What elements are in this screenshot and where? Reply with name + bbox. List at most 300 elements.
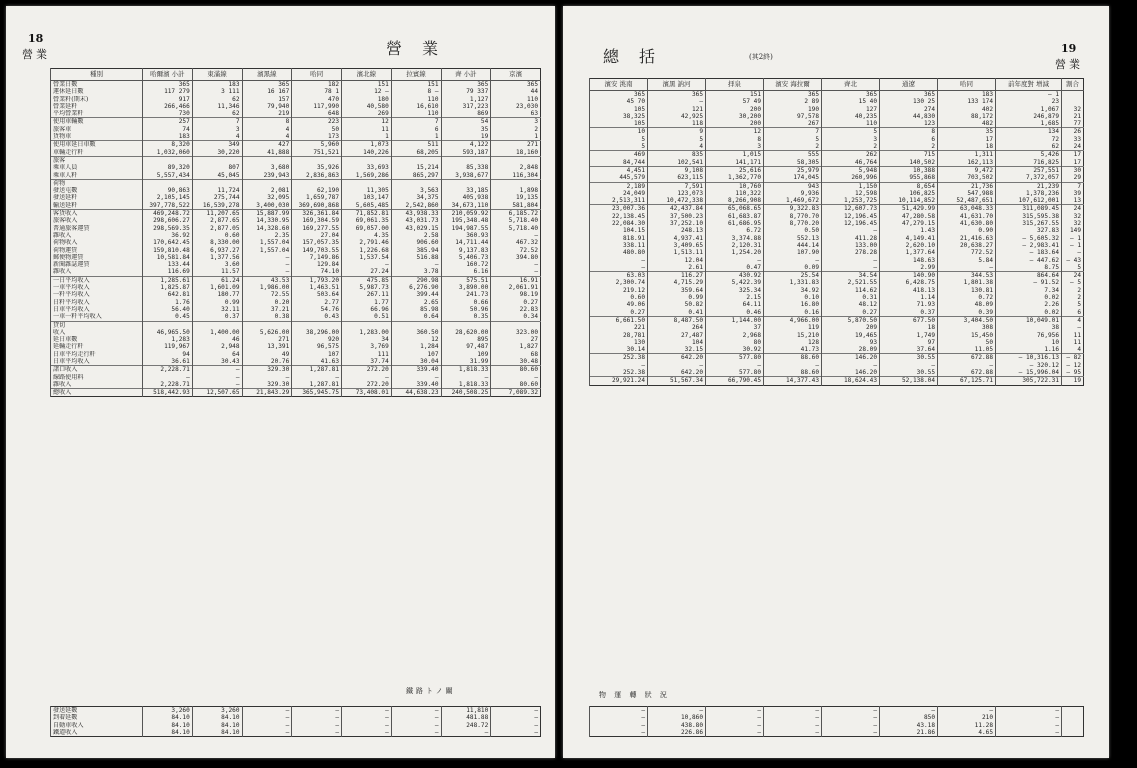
table-cell: 1,377.56 (192, 254, 242, 261)
table-cell: 2,228.71 (143, 381, 193, 389)
table-row (51, 96, 541, 103)
table-cell: 0.90 (938, 227, 996, 234)
table-cell: 1,569,286 (342, 172, 392, 180)
table-cell: 2,189 (590, 183, 648, 190)
table-cell: 50 (292, 126, 342, 133)
table-cell: 7 (391, 118, 441, 126)
table-cell: 730 (143, 110, 193, 118)
table-cell: 68 (491, 351, 541, 358)
table-cell: 30.14 (590, 346, 648, 354)
table-cell: 46,764 (822, 159, 880, 167)
table-row (51, 187, 541, 194)
table-cell: 3,260 (192, 707, 242, 715)
table-row (590, 151, 1084, 159)
table-cell: — 91.52 (996, 279, 1062, 286)
table-row (51, 110, 541, 118)
table-cell: 2,948 (192, 343, 242, 350)
table-cell: 37.74 (342, 358, 392, 366)
table-cell: 0.37 (880, 309, 938, 317)
row-label: 乘車人員 (51, 164, 143, 171)
table-cell: — 15,996.04 (996, 369, 1062, 377)
table-cell: 14,711.44 (441, 239, 491, 246)
row-label: 雜收入 (51, 381, 143, 389)
table-cell: 2.15 (706, 294, 764, 301)
bottom-table (589, 706, 1084, 737)
table-cell: 4 (1062, 317, 1084, 324)
table-cell: 11,724 (192, 187, 242, 194)
table-cell: — 320.12 (996, 362, 1062, 369)
table-cell: 269 (342, 110, 392, 118)
table-cell: — (491, 374, 541, 381)
row-label: 日車平均走行粁 (51, 351, 143, 358)
table-cell: 18,160 (491, 149, 541, 157)
table-cell: 64.11 (706, 301, 764, 308)
table-row (590, 301, 1084, 308)
table-cell: 149 (1062, 227, 1084, 234)
table-cell: 5 (590, 143, 648, 151)
table-cell: 2.77 (292, 299, 342, 306)
table-cell: 41,630.80 (938, 220, 996, 227)
table-cell: 88.60 (764, 354, 822, 362)
table-cell: 0.34 (491, 313, 541, 321)
table-cell: 1,150 (822, 183, 880, 190)
table-cell: 14,377.43 (764, 377, 822, 385)
table-cell: 84,744 (590, 159, 648, 167)
table-cell: 1,685 (996, 120, 1062, 128)
table-cell (1062, 729, 1084, 737)
table-cell: 7 (1062, 183, 1084, 190)
table-row (590, 242, 1084, 249)
table-cell: 41,888 (242, 149, 292, 157)
table-cell: 1,073 (342, 141, 392, 149)
table-cell: 2.35 (242, 232, 292, 239)
column-header: 拝泉 (706, 79, 764, 91)
table-cell: 365 (441, 81, 491, 89)
table-cell: 88.60 (764, 369, 822, 377)
table-row (590, 279, 1084, 286)
table-row (51, 210, 541, 218)
table-cell: 8,266,908 (706, 197, 764, 205)
table-cell: 1.43 (880, 227, 938, 234)
table-cell (491, 156, 541, 164)
table-cell: 116,304 (491, 172, 541, 180)
row-label: 使用車輛數 (51, 118, 143, 126)
table-cell: 20.76 (242, 358, 292, 366)
table-row (590, 128, 1084, 136)
table-cell: 5 (648, 136, 706, 143)
table-cell: 13,391 (242, 343, 292, 350)
table-cell: 26 (1062, 128, 1084, 136)
table-cell: 169,304.59 (292, 217, 342, 224)
table-cell: 1,818.33 (441, 366, 491, 374)
table-row (590, 197, 1084, 205)
table-cell: 2,081 (242, 187, 292, 194)
table-cell: 5,557,434 (143, 172, 193, 180)
table-cell: 182 (292, 81, 342, 89)
table-cell: 430.92 (706, 272, 764, 280)
table-cell: 84.10 (192, 714, 242, 721)
table-cell: 1,986.00 (242, 284, 292, 291)
table-cell: 21,736 (938, 183, 996, 190)
table-cell: 37.21 (242, 306, 292, 313)
table-cell: 275,744 (192, 194, 242, 201)
table-cell: 1,283 (143, 336, 193, 343)
table-cell: 38,325 (590, 113, 648, 120)
table-cell: — 1 (996, 91, 1062, 99)
table-cell: 2,120.31 (706, 242, 764, 249)
table-cell: — (342, 707, 392, 715)
table-cell: 6,661.50 (590, 317, 648, 324)
table-cell: 117,990 (292, 103, 342, 110)
table-cell: 5,605,485 (342, 202, 392, 210)
table-cell: 13 (1062, 197, 1084, 205)
table-row (590, 159, 1084, 167)
table-cell: 73,408.01 (342, 389, 392, 397)
table-cell: 1,144.00 (706, 317, 764, 324)
row-label: 荷物運賃 (51, 247, 143, 254)
table-cell: 209 (822, 324, 880, 331)
table-cell: 116.69 (143, 268, 193, 276)
table-cell: 221 (590, 324, 648, 331)
table-cell: — (292, 722, 342, 729)
table-cell: 107 (292, 351, 342, 358)
table-cell: 128 (764, 339, 822, 346)
table-cell: 2,300.74 (590, 279, 648, 286)
table-cell: 36.61 (143, 358, 193, 366)
table-cell: 239,943 (242, 172, 292, 180)
table-cell: 29 (1062, 174, 1084, 182)
table-cell: 12,607.73 (822, 205, 880, 213)
table-cell: 917 (143, 96, 193, 103)
table-cell: 10,049.01 (996, 317, 1062, 324)
table-cell: — 5 (1062, 279, 1084, 286)
table-cell: 11,810 (441, 707, 491, 715)
table-cell: 267.11 (342, 291, 392, 298)
table-cell: 1,463.51 (292, 284, 342, 291)
table-cell: — (938, 707, 996, 715)
table-cell: 219.12 (590, 287, 648, 294)
table-cell: 0.16 (764, 309, 822, 317)
table-row (590, 317, 1084, 324)
table-cell: 10,760 (706, 183, 764, 190)
table-cell: 642.20 (648, 354, 706, 362)
table-cell: 8,654 (880, 183, 938, 190)
table-cell: 93 (822, 339, 880, 346)
table-cell: — (292, 729, 342, 737)
table-cell: — (242, 714, 292, 721)
table-cell: 173 (292, 133, 342, 141)
table-cell: 311,089.45 (996, 205, 1062, 213)
table-cell: 2 (1062, 287, 1084, 294)
table-cell: 4,937.41 (648, 235, 706, 242)
table-cell: 56.40 (143, 306, 193, 313)
table-cell: 266,466 (143, 103, 193, 110)
row-label: 使用車延日車數 (51, 141, 143, 149)
table-cell: — (590, 362, 648, 369)
table-cell: 180 (342, 96, 392, 103)
page-subtitle: (其2終) (749, 53, 773, 61)
table-cell: 252.38 (590, 354, 648, 362)
table-cell: 365 (764, 91, 822, 99)
table-row (51, 313, 541, 321)
row-label: 發送屯數 (51, 187, 143, 194)
table-cell: 18 (880, 324, 938, 331)
table-cell: 30.04 (391, 358, 441, 366)
table-cell: — (706, 714, 764, 721)
table-cell: 117 279 (143, 88, 193, 95)
table-cell: 751,521 (292, 149, 342, 157)
table-cell: 22.83 (491, 306, 541, 313)
table-cell: 1,400.00 (192, 329, 242, 336)
table-cell: 444.14 (764, 242, 822, 249)
table-cell: 5,948 (822, 167, 880, 174)
table-cell: 869 (441, 110, 491, 118)
table-cell: 141,171 (706, 159, 764, 167)
table-row (590, 287, 1084, 294)
table-cell: 27.24 (342, 268, 392, 276)
table-cell: 1,557.04 (242, 247, 292, 254)
table-row (590, 346, 1084, 354)
table-cell: 1,801.38 (938, 279, 996, 286)
table-cell: 246,879 (996, 113, 1062, 120)
table-cell: 0.02 (996, 309, 1062, 317)
table-cell: 65,068.65 (706, 205, 764, 213)
table-cell (192, 179, 242, 187)
table-row (590, 324, 1084, 331)
table-cell: 3,404.50 (938, 317, 996, 324)
table-cell: 40,580 (342, 103, 392, 110)
table-cell: 4,451 (590, 167, 648, 174)
table-cell: 1,253,725 (822, 197, 880, 205)
table-cell: 1,827 (491, 343, 541, 350)
table-cell: 22,138.45 (590, 213, 648, 220)
table-cell: 84.10 (143, 722, 193, 729)
table-cell: 21 (1062, 113, 1084, 120)
table-cell: 6,428.75 (880, 279, 938, 286)
table-cell: 3.78 (391, 268, 441, 276)
table-cell: 121 (648, 106, 706, 113)
row-label: 日車平均收入 (51, 358, 143, 366)
table-cell: 133 174 (938, 98, 996, 105)
row-label: 一日平均收入 (51, 276, 143, 284)
row-label: 乘車人粁 (51, 172, 143, 180)
table-cell: — (192, 381, 242, 389)
table-row (590, 339, 1084, 346)
table-cell: 6,185.72 (491, 210, 541, 218)
table-cell: 41,631.70 (938, 213, 996, 220)
table-row (51, 329, 541, 336)
table-cell: 27 (491, 336, 541, 343)
table-cell: 1,362,770 (706, 174, 764, 182)
table-row (51, 729, 541, 737)
table-cell: — (996, 729, 1062, 737)
table-cell: 200 (706, 120, 764, 128)
table-cell: 123,073 (648, 190, 706, 197)
table-row (590, 183, 1084, 190)
table-cell (342, 179, 392, 187)
table-row (51, 291, 541, 298)
table-cell: 11,305 (342, 187, 392, 194)
table-cell: 850 (880, 714, 938, 721)
table-cell: 157 (242, 96, 292, 103)
table-cell: — (242, 268, 292, 276)
table-cell: 52,487,651 (938, 197, 996, 205)
table-cell: 262 (822, 151, 880, 159)
table-cell: 703,502 (938, 174, 996, 182)
table-cell: — (590, 707, 648, 715)
table-cell: 2,228.71 (143, 366, 193, 374)
table-cell: 94 (143, 351, 193, 358)
table-cell: 31.99 (441, 358, 491, 366)
table-cell: 7 (192, 118, 242, 126)
table-cell: — (764, 729, 822, 737)
row-label: 到着延數 (51, 714, 143, 721)
table-row (51, 321, 541, 329)
table-cell: 50.82 (648, 301, 706, 308)
table-cell: — (764, 722, 822, 729)
table-cell: 323.00 (491, 329, 541, 336)
table-cell: 74 (143, 126, 193, 133)
row-label: 運休延日數 (51, 88, 143, 95)
table-cell: 169,277.55 (292, 225, 342, 232)
table-cell: 0.43 (292, 313, 342, 321)
table-cell: 3,769 (342, 343, 392, 350)
table-cell: 648 (292, 110, 342, 118)
footer-note: 物 運 轉 狀 況 (599, 691, 670, 699)
table-cell: 130.81 (938, 287, 996, 294)
table-row (590, 235, 1084, 242)
table-cell: 9,936 (764, 190, 822, 197)
table-cell: 17 (1062, 159, 1084, 167)
row-label: 貸切 (51, 321, 143, 329)
table-cell: 864.64 (996, 272, 1062, 280)
table-cell: 160.72 (441, 261, 491, 268)
table-cell: 15,450 (938, 332, 996, 339)
table-cell: 90,863 (143, 187, 193, 194)
table-cell: 955,868 (880, 174, 938, 182)
table-cell: 21,843.29 (242, 389, 292, 397)
table-cell: 30 (1062, 167, 1084, 174)
table-cell: 271 (491, 141, 541, 149)
table-cell: 5,718.40 (491, 217, 541, 224)
table-cell: 394.80 (491, 254, 541, 261)
table-cell: 35 (441, 126, 491, 133)
table-row (51, 261, 541, 268)
table-cell: 9,322.83 (764, 205, 822, 213)
row-label: 旅客 (51, 156, 143, 164)
table-row (51, 381, 541, 389)
table-cell: 4 (1062, 346, 1084, 354)
table-cell: 11.57 (192, 268, 242, 276)
table-cell: 28.09 (822, 346, 880, 354)
table-row (590, 220, 1084, 227)
table-cell: — (242, 261, 292, 268)
table-cell: 4,149.41 (880, 235, 938, 242)
table-row (590, 332, 1084, 339)
table-cell: 9,137.83 (441, 247, 491, 254)
table-row (590, 264, 1084, 272)
table-cell: — (342, 729, 392, 737)
table-cell: 298,569.35 (143, 225, 193, 232)
table-row (51, 351, 541, 358)
table-cell: 339.40 (391, 381, 441, 389)
table-cell: 77 (1062, 120, 1084, 128)
table-cell: 470 (292, 96, 342, 103)
table-cell: 58,305 (764, 159, 822, 167)
table-cell: — (242, 374, 292, 381)
table-cell: 6,276.90 (391, 284, 441, 291)
table-cell: 511 (391, 141, 441, 149)
table-cell: — (391, 722, 441, 729)
table-cell: 1,067 (996, 106, 1062, 113)
table-cell: 3 (706, 143, 764, 151)
table-cell: 326,361.84 (292, 210, 342, 218)
table-cell: 0.47 (706, 264, 764, 272)
table-cell: 110,322 (706, 190, 764, 197)
table-cell: 1.16 (996, 346, 1062, 354)
table-cell: — 5,605.32 (996, 235, 1062, 242)
table-cell: 503.64 (292, 291, 342, 298)
table-cell: 11,207.65 (192, 210, 242, 218)
table-cell: 21.86 (880, 729, 938, 737)
table-cell: — (391, 714, 441, 721)
table-cell: 349 (192, 141, 242, 149)
table-row (590, 729, 1084, 737)
table-row (590, 136, 1084, 143)
table-cell: 15,887.99 (242, 210, 292, 218)
table-cell (441, 321, 491, 329)
table-cell: 32.11 (192, 306, 242, 313)
table-cell: 2.58 (391, 232, 441, 239)
table-cell: 61.24 (192, 276, 242, 284)
table-cell: 4,966.00 (764, 317, 822, 324)
table-cell: 2 (491, 126, 541, 133)
table-cell: 315,267.55 (996, 220, 1062, 227)
table-cell (242, 321, 292, 329)
table-cell (491, 321, 541, 329)
table-cell: 44,638.23 (391, 389, 441, 397)
row-label: 旅客收入 (51, 217, 143, 224)
table-cell: 74.10 (292, 268, 342, 276)
table-cell: 329.30 (242, 366, 292, 374)
table-cell: 50.96 (441, 306, 491, 313)
table-cell: 0.39 (938, 309, 996, 317)
table-cell: 298,606.27 (143, 217, 193, 224)
table-cell: 84.10 (192, 729, 242, 737)
table-cell: 14,330.95 (242, 217, 292, 224)
table-cell: 127 (822, 106, 880, 113)
table-cell: — (590, 722, 648, 729)
table-row (51, 276, 541, 284)
table-cell: 51,429.99 (880, 205, 938, 213)
table-cell: — (292, 374, 342, 381)
table-cell: 10,472,338 (648, 197, 706, 205)
table-row (51, 232, 541, 239)
table-row (590, 377, 1084, 385)
table-cell: 200 (706, 106, 764, 113)
table-cell: — (192, 374, 242, 381)
table-cell: 71.93 (880, 301, 938, 308)
table-cell: 360.93 (441, 232, 491, 239)
table-cell: 1,226.68 (342, 247, 392, 254)
statistics-table (589, 78, 1084, 386)
table-cell: 427 (242, 141, 292, 149)
table-cell: 278.28 (822, 249, 880, 256)
row-label: 營業粁(期末) (51, 96, 143, 103)
row-label: 日粁平均收入 (51, 299, 143, 306)
table-cell: 6.16 (441, 268, 491, 276)
table-cell: 5,406.73 (441, 254, 491, 261)
